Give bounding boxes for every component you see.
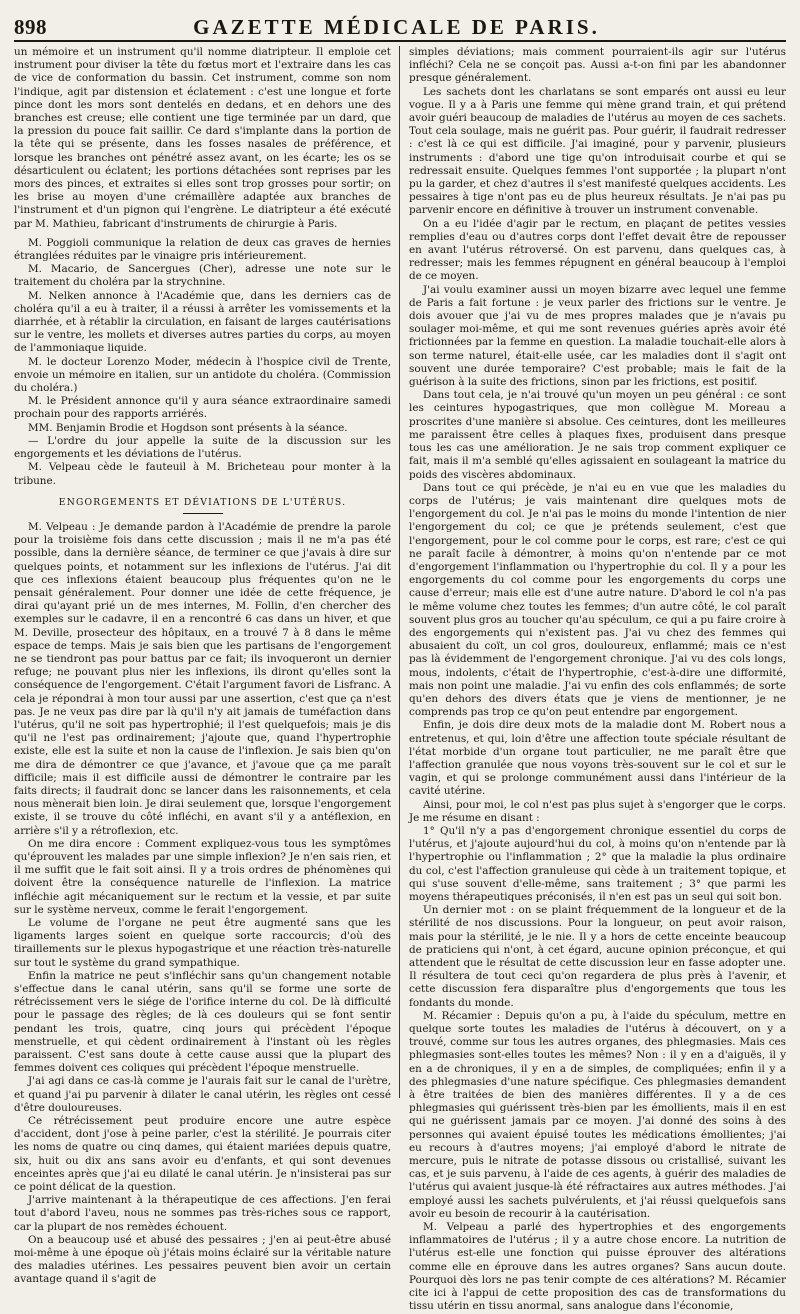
paragraph: M. Velpeau cède le fauteuil à M. Bricheteau pour monter à la tribune. xyxy=(14,461,391,487)
paragraph: On a beaucoup usé et abusé des pessaires ; j'en ai peut-être abusé moi-même à une époque où j'étais moins éclairé sur la véritable nature des maladies utérines. Les pessaires peuvent bien avoir un certain avantage quand il s'agit de xyxy=(14,1233,391,1286)
paragraph: J'arrive maintenant à la thérapeutique de ces affections. J'en ferai tout d'abord l'aveu, nous ne sommes pas très-riches sous ce rapport, car la plupart de nos remèdes échouent. xyxy=(14,1194,391,1233)
paragraph: Enfin la matrice ne peut s'infléchir sans qu'un changement notable s'effectue dans le canal utérin, sans qu'il se forme une sorte de rétrécissement vers le siége de l'orifice interne du col. De là difficulté pour le passage des règles; de là ces douleurs qui se font sentir pendant les trois, quatre, cinq jours qui précèdent l'époque menstruelle, et qui cèdent ordinairement à l'instant où les règles paraissent. C'est sans doute à cette cause aussi que la plupart des femmes doivent ces coliques qui précèdent l'époque menstruelle. xyxy=(14,969,391,1075)
paragraph: M. Poggioli communique la relation de deux cas graves de hernies étranglées réduites par le vinaigre pris intérieurement. xyxy=(14,236,391,263)
paragraph: M. Velpeau a parlé des hypertrophies et des engorgements inflammatoires de l'utérus ; il y a autre chose encore. La nutrition de l'utérus est-elle une fonction qui puisse éprouver des altérations comme elle en éprouve dans les autres organes? Sans aucun doute. Pourquoi dès lors ne pas tenir compte de ces altérations? M. Récamier cite ici à l'appui de cette proposition des cas de transformations du tissu utérin en tissu anormal, sans analogue dans l'économie, xyxy=(409,1221,786,1313)
paragraph: On a eu l'idée d'agir par le rectum, en plaçant de petites vessies remplies d'eau ou d'autres corps dont l'effet devait être de repousser en avant l'utérus rétroversé. On est parvenu, dans quelques cas, à redresser; mais les femmes répugnent en général beaucoup à l'emploi de ce moyen. xyxy=(409,217,786,283)
paragraph: Dans tout cela, je n'ai trouvé qu'un moyen un peu général : ce sont les ceintures hypogastriques, que mon collègue M. Moreau a proscrites d'une manière si absolue. Ces ceintures, dont les meilleures me paraissent être celles à plaques fixes, produisent dans presque tous les cas une amélioration. Je ne sais trop comment expliquer ce fait, mais il m'a semblé qu'elles agissaient en soulageant la matrice du poids des viscères abdominaux. xyxy=(409,389,786,481)
paragraph: Ce rétrécissement peut produire encore une autre espèce d'accident, dont j'ose à peine parler, c'est la stérilité. Je pourrais citer les noms de quatre ou cinq dames, qui étaient mariées depuis quatre, six, huit ou dix ans sans avoir eu d'enfants, et qui sont devenues enceintes après que j'ai eu dilaté le canal utérin. Je n'insisterai pas sur ce point délicat de la question. xyxy=(14,1115,391,1194)
text-columns xyxy=(14,46,786,1313)
paragraph: MM. Benjamin Brodie et Hogdson sont présents à la séance. xyxy=(28,421,348,434)
paragraph: 1° Qu'il n'y a pas d'engorgement chronique essentiel du corps de l'utérus, et j'ajoute aujourd'hui du col, à moins qu'on n'entende par là l'hypertrophie ou l'inflammation ; 2° que la maladie la plus ordinaire du col, c'est l'affection granuleuse qui cède à un traitement topique, et qui s'use souvent d'elle-même, sans traitement ; 3° que parmi les moyens thérapeutiques préconisés, il n'en est pas un seul qui soit bon. xyxy=(409,824,786,903)
paragraph: Ainsi, pour moi, le col n'est pas plus sujet à s'engorger que le corps. Je me résume en disant : xyxy=(409,798,786,824)
paragraph: J'ai voulu examiner aussi un moyen bizarre avec lequel une femme de Paris a fait fortune : je veux parler des frictions sur le ventre. Je dois avouer que j'ai vu de mes propres malades que je n'avais pu soulager moi-même, et qui me sont revenues guéries après avoir été frictionnées par la femme en question. La maladie touchait-elle alors à son terme naturel, était-elle usée, car les maladies dont il s'agit ont souvent une durée temporaire? C'est probable; mais le fait de la guérison à la suite des frictions, sinon par les frictions, est positif. xyxy=(409,283,786,389)
paragraph: M. Récamier : Depuis qu'on a pu, à l'aide du spéculum, mettre en quelque sorte toutes les maladies de l'utérus à découvert, on y a trouvé, comme sur tous les autres organes, des phlegmasies. Mais ces phlegmasies sont-elles toutes les mêmes? Non : il y en a d'aiguës, il y en a de chroniques, il y en a de simples, de compliquées; enfin il y a des phlegmasies d'une nature spécifique. Ces phlegmasies demandent à être traitées de bien des manières différentes. Il y a de ces phlegmasies qui guérissent très-bien par les émollients, mais il en est qui ne guérissent jamais par ce moyen. J'ai donné des soins à des personnes qui avaient épuisé toutes les médications émollientes; j'ai eu recours à d'autres moyens; j'ai employé d'abord le nitrate de mercure, puis le nitrate de potasse dissous ou cristallisé, suivant les cas, et je suis parvenu, à l'aide de ces agents, à guérir des maladies de l'utérus qui avaient jusque-là été réfractaires aux autres méthodes. J'ai employé aussi les sachets pulvérulents, et j'ai réussi quelquefois sans avoir eu besoin de recourir à la cautérisation. xyxy=(409,1009,786,1220)
left-column xyxy=(14,46,399,1286)
paragraph: Dans tout ce qui précède, je n'ai eu en vue que les maladies du corps de l'utérus; je vais maintenant dire quelques mots de l'engorgement du col. Je n'ai pas le moins du monde l'intention de nier l'engorgement du col; ce que je prétends seulement, c'est que l'engorgement, pour le col comme pour le corps, est rare; c'est ce qui ne paraît facile à démontrer, à moins qu'on n'entende par ce mot d'engorgement l'inflammation ou l'hypertrophie du col. Il y a pour les engorgements du col comme pour les engorgements du corps une cause d'erreur; mais elle est d'une autre nature. D'abord le col n'a pas le même volume chez toutes les femmes; d'un autre côté, le col paraît souvent plus gros au toucher qu'au spéculum, ce qui a pu faire croire à des engorgements qui n'existent pas. J'ai vu chez des femmes qui abusaient du coït, un col gros, douloureux, enflammé; mais ce n'est pas là évidemment de l'engorgement chronique. J'ai vu des cols longs, mous, indolents, c'était de l'hypertrophie, c'est-à-dire une difformité, mais non point une maladie. J'ai vu enfin des cols enflammés; de sorte qu'en dehors des divers états que je viens de mentionner, je ne comprends pas trop ce qu'on peut entendre par engorgement. xyxy=(409,481,786,719)
paragraph: Le volume de l'organe ne peut être augmenté sans que les ligaments larges soient en quelque sorte raccourcis; d'où des tiraillements sur le plexus hypogastrique et une réaction très-naturelle sur tout le système du grand sympathique. xyxy=(14,917,391,969)
paragraph: un mémoire et un instrument qu'il nomme diatripteur. Il emploie cet instrument pour diviser la tête du fœtus mort et l'extraire dans les cas de vice de conformation du bassin. Cet instrument, comme son nom l'indique, agit par distension et éclatement : c'est une longue et forte pince dont les mors sont dentelés en dedans, et en dehors une des branches est creuse; elle contient une tige terminée par un dard, que la pression du pouce fait saillir. Ce dard s'implante dans la portion de la tête qui se présente, dans les fosses nasales de préférence, et lorsque les branches ont pénétré assez avant, on les écarte; les os se désarticulent ou éclatent; les portions détachées sont reprises par les mors des pinces, et extraites si elles sont trop grosses pour sortir; on les brise au moyen d'une crémaillère adaptée aux branches de l'instrument et d'un pignon qui l'engrène. Le diatripteur a été exécuté par M. Mathieu, fabricant d'instruments de chirurgie à Paris. xyxy=(14,46,391,230)
paragraph: — L'ordre du jour appelle la suite de la discussion sur les engorgements et les déviations de l'utérus. xyxy=(14,434,391,461)
paragraph: M. Macario, de Sancergues (Cher), adresse une note sur le traitement du choléra par la strychnine. xyxy=(14,263,391,289)
journal-title: GAZETTE MÉDICALE DE PARIS. xyxy=(193,15,600,39)
page-number: 898 xyxy=(14,15,47,39)
paragraph: J'ai agi dans ce cas-là comme je l'aurais fait sur le canal de l'urètre, et quand j'ai pu parvenir à dilater le canal utérin, les règles ont cessé d'être douloureuses. xyxy=(14,1075,391,1114)
paragraph: M. le docteur Lorenzo Moder, médecin à l'hospice civil de Trente, envoie un mémoire en italien, sur un antidote du choléra. (Commission du choléra.) xyxy=(14,355,391,395)
paragraph: simples déviations; mais comment pourraient-ils agir sur l'utérus infléchi? Cela ne se conçoit pas. Aussi a-t-on fini par les abandonner presque généralement. xyxy=(409,46,786,85)
paragraph: On me dira encore : Comment expliquez-vous tous les symptômes qu'éprouvent les malades par une simple inflexion? Je n'en sais rien, et il me suffit que le fait soit ainsi. Il y a trois ordres de phénomènes qui doivent être la conséquence naturelle de l'inflexion. La matrice infléchie agit mécaniquement sur le rectum et la vessie, et par suite sur le système nerveux, comme le ferait l'engorgement. xyxy=(14,837,391,916)
paragraph: M. le Président annonce qu'il y aura séance extraordinaire samedi prochain pour des rapports arriérés. xyxy=(14,395,391,421)
paragraph: M. Velpeau : Je demande pardon à l'Académie de prendre la parole pour la troisième fois dans cette discussion ; mais il ne m'a pas été possible, dans la dernière séance, de terminer ce que j'avais à dire sur quelques points, et notamment sur les inflexions de l'utérus. J'ai dit que ces inflexions étaient beaucoup plus fréquentes qu'on ne le pensait généralement. Pour donner une idée de cette fréquence, je dirai qu'ayant prié un de mes internes, M. Follin, d'en chercher des exemples sur le cadavre, il en a rencontré 6 cas dans un hiver, et que M. Deville, prosecteur des hôpitaux, en a trouvé 7 à 8 dans le même espace de temps. Mais je sais bien que les partisans de l'engorgement ne se tiendront pas pour battus par ce fait; ils invoqueront un dernier refuge; ne pouvant plus nier les inflexions, ils diront qu'elles sont la conséquence de l'engorgement. C'était l'argument favori de Lisfranc. A cela je répondrai à mon tour aussi par une assertion, c'est que ça n'est pas. Je ne veux pas dire par là qu'il n'y ait jamais de tuméfaction dans l'utérus, qu'il ne soit pas hypertrophié; il l'est quelquefois; mais je dis qu'il ne l'est pas ordinairement; j'ajoute que, quand l'hypertrophie existe, elle est la suite et non la cause de l'inflexion. Je sais bien qu'on me dira de démontrer ce que j'avance, et j'avoue que ça me paraît difficile; mais il est difficile aussi de démontrer le contraire par les faits directs; il faudrait donc se lancer dans les raisonnements, et cela nous mènerait bien loin. Je dirai seulement que, lorsque l'engorgement existe, il se trouve du côté infléchi, en avant s'il y a antéflexion, en arrière s'il y a rétroflexion, etc. xyxy=(14,520,392,837)
section-title: ENGORGEMENTS ET DÉVIATIONS DE L'UTÉRUS. xyxy=(14,496,391,514)
paragraph: Les sachets dont les charlatans se sont emparés ont aussi eu leur vogue. Il y a à Paris une femme qui mène grand train, et qui prétend avoir guéri beaucoup de maladies de l'utérus au moyen de ces sachets. Tout cela soulage, mais ne guérit pas. Pour guérir, il faudrait redresser : c'est là ce qui est difficile. J'ai imaginé, pour y parvenir, plusieurs instruments : d'abord une tige qu'on introduisait courbe et qui se redressait ensuite. Quelques femmes l'ont supportée ; la plupart n'ont pu la garder, et chez d'autres il s'est manifesté quelques accidents. Les pessaires à tige n'ont pas eu de plus heureux résultats. Je n'ai pas pu parvenir encore en définitive à trouver un instrument convenable. xyxy=(409,85,786,217)
paragraph: M. Nelken annonce à l'Académie que, dans les derniers cas de choléra qu'il a eu à traiter, il a réussi à arrêter les vomissements et la diarrhée, et à rétablir la circulation, en faisant de larges cautérisations sur le ventre, les mollets et diverses autres parties du corps, au moyen de l'ammoniaque liquide. xyxy=(14,289,391,355)
right-column xyxy=(399,46,786,1313)
paragraph: Enfin, je dois dire deux mots de la maladie dont M. Robert nous a entretenus, et qui, loin d'être une affection toute spéciale résultant de l'état morbide d'un organe tout particulier, ne me paraît être que l'affection granulée que nous voyons très-souvent sur le col et sur le vagin, et qui se prolonge communément aussi dans l'intérieur de la cavité utérine. xyxy=(409,719,786,798)
page-header xyxy=(14,8,786,42)
paragraph: Un dernier mot : on se plaint fréquemment de la longueur et de la stérilité de nos discussions. Pour la longueur, on peut avoir raison, mais pour la stérilité, je le nie. Il y a hors de cette enceinte beaucoup de praticiens qui n'ont, à cet égard, aucune opinion préconçue, et qui attendent que le résultat de cette discussion leur en fasse adopter une. Il résultera de tout ceci qu'on regardera de plus près à l'avenir, et cette discussion fera disparaître plus d'engorgements que tous les fondants du monde. xyxy=(409,904,786,1009)
